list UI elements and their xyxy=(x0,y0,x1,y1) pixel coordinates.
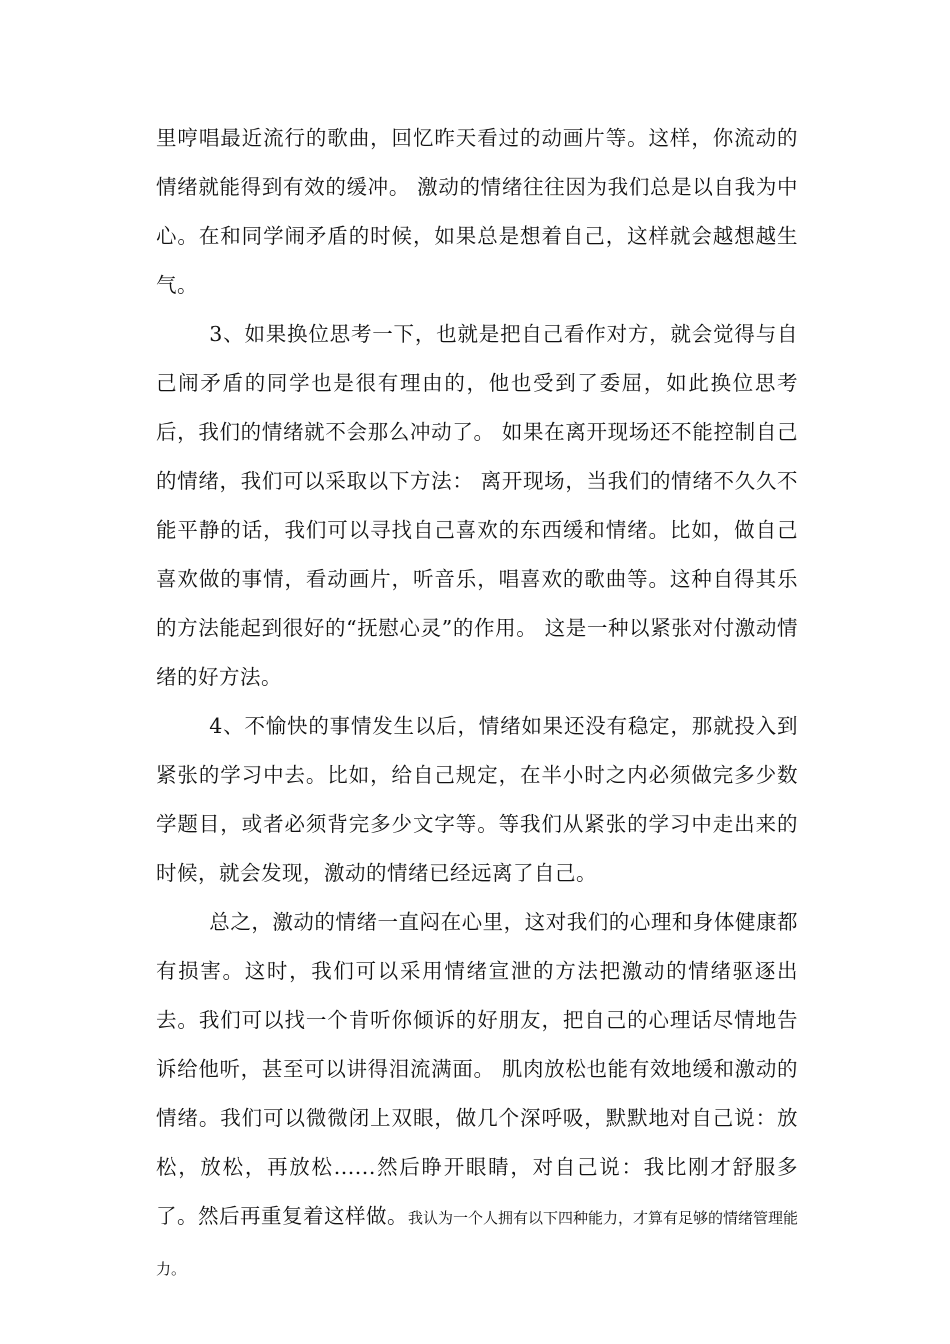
document-body xyxy=(156,114,798,1294)
paragraph-3: 4、不愉快的事情发生以后，情绪如果还没有稳定，那就投入到紧张的学习中去。比如，给自己规定，在半小时之内必须做完多少数学题目，或者必须背完多少文字等。等我们从紧张的学习中走出来的时候，就会发现，激动的情绪已经远离了自己。 xyxy=(156,714,798,885)
paragraph-1: 里哼唱最近流行的歌曲，回忆昨天看过的动画片等。这样，你流动的情绪就能得到有效的缓冲。 激动的情绪往往因为我们总是以自我为中心。在和同学闹矛盾的时候，如果总是想着自己，这样就会越想越生气。 xyxy=(156,126,798,297)
paragraph-4-body: 总之，激动的情绪一直闷在心里，这对我们的心理和身体健康都有损害。这时，我们可以采用情绪宣泄的方法把激动的情绪驱逐出去。我们可以找一个肯听你倾诉的好朋友，把自己的心理话尽情地告诉给他听，甚至可以讲得泪流满面。 肌肉放松也能有效地缓和激动的情绪。我们可以微微闭上双眼，做几个深呼吸，默默地对自己说：放松，放松，再放松......然后睁开眼睛，对自己说：我比刚才舒服多了。然后再重复着这样做。 xyxy=(156,910,798,1228)
paragraph-4-tail-note: 我认为一个人拥有以下四种能力，才算有足够的情绪管理能力。 xyxy=(156,1209,799,1278)
paragraph-4 xyxy=(156,898,798,1294)
paragraph-2: 3、如果换位思考一下，也就是把自己看作对方，就会觉得与自己闹矛盾的同学也是很有理由的，他也受到了委屈，如此换位思考后，我们的情绪就不会那么冲动了。 如果在离开现场还不能控制自己的情绪，我们可以采取以下方法： 离开现场，当我们的情绪不久久不能平静的话，我们可以寻找自己喜欢的东西缓和情绪。比如，做自己喜欢做的事情，看动画片，听音乐，唱喜欢的歌曲等。这种自得其乐的方法能起到很好的“抚慰心灵”的作用。 这是一种以紧张对付激动情绪的好方法。 xyxy=(156,322,798,689)
